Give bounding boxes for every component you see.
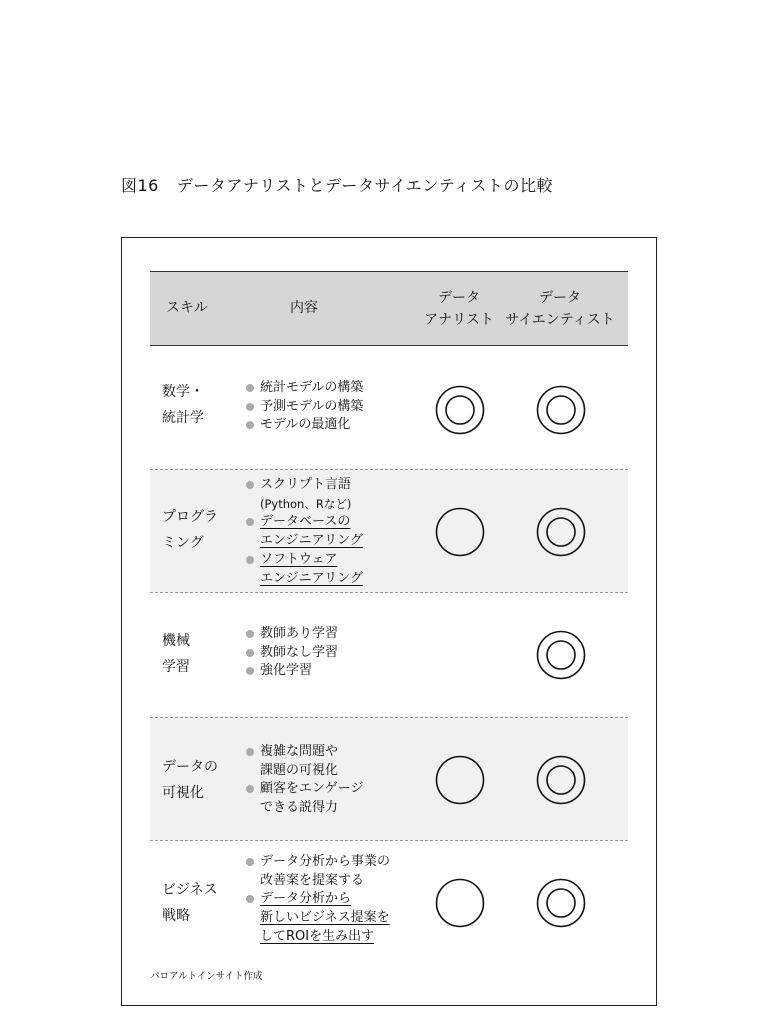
item-text: (Python、Rなど) — [260, 496, 352, 511]
list-item — [246, 625, 338, 644]
item-text: 課題の可視化 — [260, 762, 339, 778]
list-item — [246, 551, 363, 588]
circle-icon — [435, 755, 485, 805]
table-row — [150, 717, 628, 841]
bullet-icon — [246, 518, 254, 526]
skill-line: 可視化 — [162, 785, 204, 801]
skill-line: 数学・ — [162, 384, 204, 400]
bullet-icon — [246, 667, 254, 675]
skill-line: プログラ — [162, 509, 218, 525]
list-item — [246, 398, 363, 417]
table-row — [150, 469, 628, 593]
double-circle-icon — [536, 630, 586, 680]
table-row — [150, 347, 628, 469]
bullet-icon — [246, 630, 254, 638]
list-item — [246, 379, 363, 398]
header-analyst — [424, 287, 494, 331]
content-list — [246, 743, 363, 818]
skill-line: ミング — [162, 535, 204, 551]
double-circle-icon — [435, 385, 485, 435]
item-text: モデルの最適化 — [260, 417, 351, 433]
source-note: パロアルトインサイト作成 — [150, 971, 263, 982]
bullet-icon — [246, 858, 254, 866]
circle-icon — [435, 507, 485, 557]
header-scientist-line1: データ — [539, 290, 581, 306]
table-header — [150, 271, 628, 346]
bullet-icon — [246, 481, 254, 489]
item-text: データ分析から事業の — [260, 854, 391, 869]
list-item — [246, 416, 363, 435]
content-list — [246, 625, 338, 681]
figure-title — [121, 173, 553, 196]
skill-label — [162, 877, 218, 929]
content-list — [246, 853, 390, 947]
bullet-icon — [246, 895, 254, 903]
skill-line: 戦略 — [162, 908, 190, 924]
item-text: 新しいビジネス提案を — [260, 910, 390, 926]
item-text: エンジニアリング — [260, 533, 363, 549]
content-list — [246, 476, 363, 588]
skill-label — [162, 754, 218, 806]
skill-line: ビジネス — [162, 882, 218, 898]
item-text: スクリプト言語 — [260, 477, 352, 492]
item-text: 顧客をエンゲージ — [260, 781, 364, 797]
skill-line: データの — [162, 759, 218, 775]
header-skill: スキル — [166, 300, 208, 316]
item-text: 統計モデルの構築 — [260, 380, 364, 395]
list-item — [246, 853, 390, 890]
list-item — [246, 780, 363, 817]
figure-number: 図16 — [121, 176, 159, 195]
item-text: データ分析から — [260, 891, 352, 907]
double-circle-icon — [536, 507, 586, 557]
list-item — [246, 476, 363, 513]
double-circle-icon — [536, 385, 586, 435]
item-text: ソフトウェア — [260, 551, 338, 567]
item-text: 改善案を提案する — [260, 872, 365, 888]
bullet-icon — [246, 384, 254, 392]
header-scientist-line2: サイエンティスト — [505, 312, 615, 328]
circle-icon — [435, 878, 485, 928]
list-item — [246, 890, 390, 946]
item-text: してROIを生み出す — [260, 928, 375, 944]
skill-label — [162, 379, 204, 431]
bullet-icon — [246, 748, 254, 756]
skill-line: 統計学 — [162, 410, 204, 426]
item-text: 複雑な問題や — [260, 744, 339, 759]
skill-label — [162, 628, 190, 680]
item-text: できる説得力 — [260, 800, 339, 816]
double-circle-icon — [536, 878, 586, 928]
item-text: 予測モデルの構築 — [260, 398, 364, 414]
bullet-icon — [246, 649, 254, 657]
item-text: 教師なし学習 — [260, 644, 339, 660]
list-item — [246, 662, 338, 681]
item-text: エンジニアリング — [260, 570, 363, 586]
skill-line: 機械 — [162, 633, 190, 649]
list-item — [246, 513, 363, 550]
table-row — [150, 841, 628, 961]
double-circle-icon — [536, 755, 586, 805]
bullet-icon — [246, 421, 254, 429]
header-analyst-line1: データ — [438, 290, 480, 306]
header-analyst-line2: アナリスト — [424, 312, 494, 328]
item-text: 強化学習 — [260, 663, 313, 679]
item-text: データベースの — [260, 514, 351, 530]
bullet-icon — [246, 785, 254, 793]
item-text: 教師あり学習 — [260, 626, 339, 641]
bullet-icon — [246, 403, 254, 411]
list-item — [246, 743, 363, 780]
skill-line: 学習 — [162, 659, 190, 675]
list-item — [246, 644, 338, 663]
table-row — [150, 593, 628, 717]
bullet-icon — [246, 556, 254, 564]
content-list — [246, 379, 363, 435]
header-scientist — [502, 287, 618, 331]
header-content: 内容 — [290, 300, 318, 316]
skill-label — [162, 504, 218, 556]
figure-title-text: データアナリストとデータサイエンティストの比較 — [176, 176, 554, 195]
